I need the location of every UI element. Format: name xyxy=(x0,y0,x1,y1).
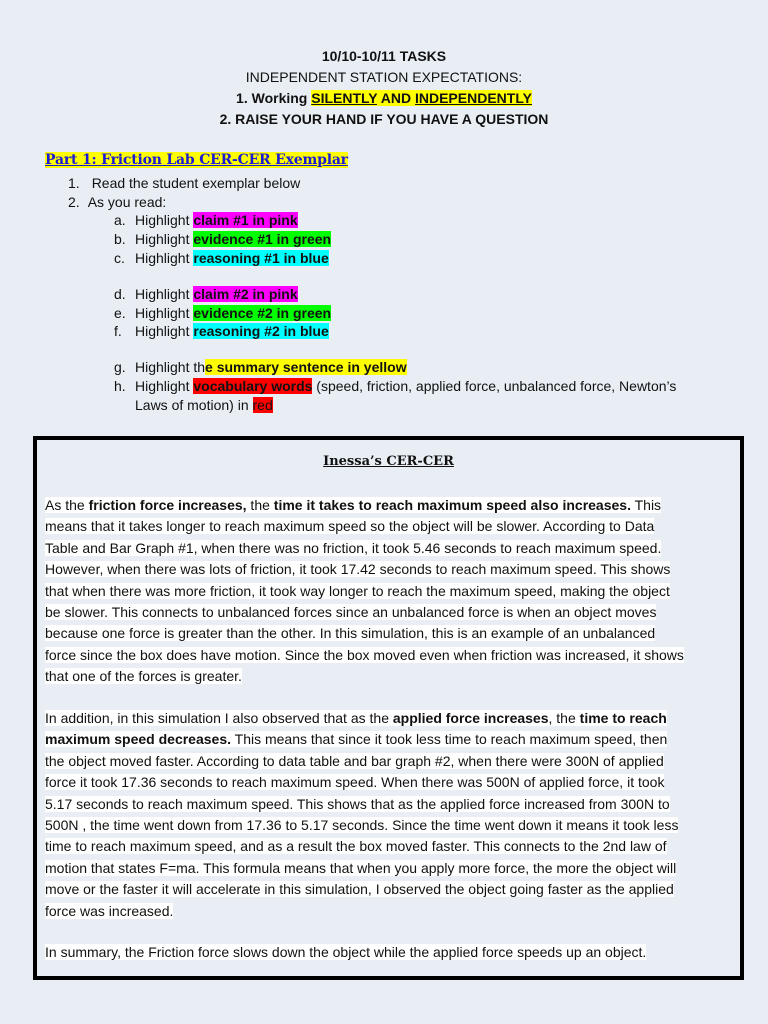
step-1 xyxy=(68,174,300,193)
p1-line xyxy=(45,538,735,559)
p1-claim-bold: friction force increases, xyxy=(88,497,247,513)
step-e-letter: e. xyxy=(114,305,126,321)
step-b-text: Highlight xyxy=(135,231,194,247)
step-d-letter: d. xyxy=(114,286,126,302)
p1-line xyxy=(45,516,735,537)
step-f-letter: f. xyxy=(114,323,122,339)
step-h xyxy=(114,377,676,396)
claim2-pink-highlight: claim #2 in pink xyxy=(193,286,298,302)
step-c xyxy=(114,249,329,268)
p2-text: This means that since it took less time to reach maximum speed, then xyxy=(231,731,668,748)
p2-text: , the xyxy=(548,710,580,726)
evidence1-green-highlight: evidence #1 in green xyxy=(193,231,332,247)
expectation-1-prefix: 1. Working xyxy=(236,90,312,106)
step-e xyxy=(114,304,331,323)
silently-highlight: SILENTLY xyxy=(311,90,378,106)
step-g-text: Highlight th xyxy=(135,359,206,375)
p2-line xyxy=(45,836,735,857)
p1-line xyxy=(45,581,735,602)
p2-line xyxy=(45,751,735,772)
step-e-text: Highlight xyxy=(135,305,194,321)
p2-line xyxy=(45,879,735,900)
p1-text: Table and Bar Graph #1, when there was no friction, it took 5.46 seconds to reach maximum speed. xyxy=(45,539,662,556)
p1-claim-bold: time it takes to reach maximum speed also increases. xyxy=(273,497,631,513)
p2-line-1 xyxy=(45,708,735,729)
p2-line xyxy=(45,901,735,922)
p2-line-2 xyxy=(45,729,735,750)
expectation-2: 2. RAISE YOUR HAND IF YOU HAVE A QUESTION xyxy=(219,111,549,127)
step-h-continuation: Laws of motion) in xyxy=(135,397,253,413)
p2-text: In addition, in this simulation I also observed that as the xyxy=(45,710,393,726)
p2-text: move or the faster it will accelerate in this simulation, I observed the object going faster as the applied xyxy=(45,881,674,898)
task-dates-title: 10/10-10/11 TASKS xyxy=(321,48,447,64)
p1-text: force since the box does have motion. Since the box moved even when friction was increased, it shows xyxy=(45,646,684,663)
p1-text: This xyxy=(630,497,662,513)
step-c-letter: c. xyxy=(114,250,125,266)
p1-line-1 xyxy=(45,495,735,516)
p2-claim-bold: maximum speed decreases. xyxy=(45,731,231,748)
evidence2-green-highlight: evidence #2 in green xyxy=(193,305,332,321)
step-b xyxy=(114,230,331,249)
expectations-heading: INDEPENDENT STATION EXPECTATIONS: xyxy=(245,69,523,85)
paragraph-1 xyxy=(45,495,735,688)
p1-text: because one force is greater than the other. In this simulation, this is an example of an unbalanced xyxy=(45,625,656,642)
step-f-text: Highlight xyxy=(135,323,194,339)
step-1-text: Read the student exemplar below xyxy=(91,175,301,191)
p2-line xyxy=(45,815,735,836)
exemplar-box xyxy=(33,436,744,980)
p2-line xyxy=(45,858,735,879)
independently-highlight: INDEPENDENTLY xyxy=(414,90,532,106)
reasoning1-blue-highlight: reasoning #1 in blue xyxy=(193,250,329,266)
step-d-text: Highlight xyxy=(135,286,194,302)
p1-line xyxy=(45,666,735,687)
p1-text: the xyxy=(246,497,274,513)
red-word-highlight: red xyxy=(252,397,273,413)
p2-claim-bold: applied force increases xyxy=(392,710,549,726)
p3-line xyxy=(45,942,735,963)
step-a-text: Highlight xyxy=(135,212,194,228)
summary-sentence: In summary, the Friction force slows down the object while the applied force speeds up an object. xyxy=(45,944,647,960)
p2-line xyxy=(45,772,735,793)
p2-line xyxy=(45,794,735,815)
p1-line xyxy=(45,623,735,644)
p2-text: 500N , the time went down from 17.36 to 5.17 seconds. Since the time went down it means it took less xyxy=(45,817,679,834)
step-g xyxy=(114,358,407,377)
reasoning2-blue-highlight: reasoning #2 in blue xyxy=(193,323,329,339)
p1-line xyxy=(45,559,735,580)
paragraph-3 xyxy=(45,942,735,963)
step-g-letter: g. xyxy=(114,359,126,375)
vocabulary-red-highlight: vocabulary words xyxy=(193,378,313,394)
paragraph-2 xyxy=(45,708,735,922)
expectation-1 xyxy=(0,88,768,109)
step-c-text: Highlight xyxy=(135,250,194,266)
step-h-text: Highlight xyxy=(135,378,194,394)
p2-text: motion that states F=ma. This formula means that when you apply more force, the more the object will xyxy=(45,859,677,876)
p2-text: the object moved faster. According to data table and bar graph #2, when there were 300N of applied xyxy=(45,752,664,769)
p1-text: However, when there was lots of friction, it took 17.42 seconds to reach maximum speed. This shows xyxy=(45,561,671,578)
step-d xyxy=(114,285,298,304)
p1-text: As the xyxy=(45,497,89,513)
step-b-letter: b. xyxy=(114,231,126,247)
step-a-letter: a. xyxy=(114,212,126,228)
part1-title: Part 1: Friction Lab CER-CER Exemplar xyxy=(45,152,348,168)
p1-text: means that it takes longer to reach maximum speed so the object will be slower. According to Data xyxy=(45,518,655,535)
p1-text: that when there was more friction, it took way longer to reach the maximum speed, making the object xyxy=(45,582,670,599)
exemplar-title xyxy=(37,454,740,469)
p2-text: force was increased. xyxy=(45,902,174,919)
step-2-text: As you read: xyxy=(87,194,167,210)
task-header xyxy=(0,46,768,130)
p2-text: time to reach maximum speed, and as a result the box moved faster. This connects to the 2nd law of xyxy=(45,838,667,855)
p1-line xyxy=(45,645,735,666)
step-h-vocab-list: (speed, friction, applied force, unbalanced force, Newton’s xyxy=(312,378,677,394)
p2-text: force it took 17.36 seconds to reach maximum speed. When there was 500N of applied force, it took xyxy=(45,774,665,791)
step-1-number: 1. xyxy=(68,175,80,191)
exemplar-title-text: Inessa’s CER-CER xyxy=(323,454,454,469)
and-text: AND xyxy=(377,90,415,106)
step-2-number: 2. xyxy=(68,194,80,210)
p2-text: 5.17 seconds to reach maximum speed. This shows that as the applied force increased from 300N to xyxy=(45,795,670,812)
step-h-letter: h. xyxy=(114,378,126,394)
p1-text: be slower. This connects to unbalanced forces since an unbalanced force is when an object moves xyxy=(45,604,657,621)
p1-text: that one of the forces is greater. xyxy=(45,668,242,685)
p2-claim-bold: time to reach xyxy=(579,710,667,726)
step-f xyxy=(114,322,329,341)
summary-yellow-highlight: e summary sentence in yellow xyxy=(205,359,407,375)
step-a xyxy=(114,211,298,230)
step-2 xyxy=(68,193,166,212)
step-h-line2 xyxy=(135,396,273,415)
p1-line xyxy=(45,602,735,623)
claim1-pink-highlight: claim #1 in pink xyxy=(193,212,298,228)
